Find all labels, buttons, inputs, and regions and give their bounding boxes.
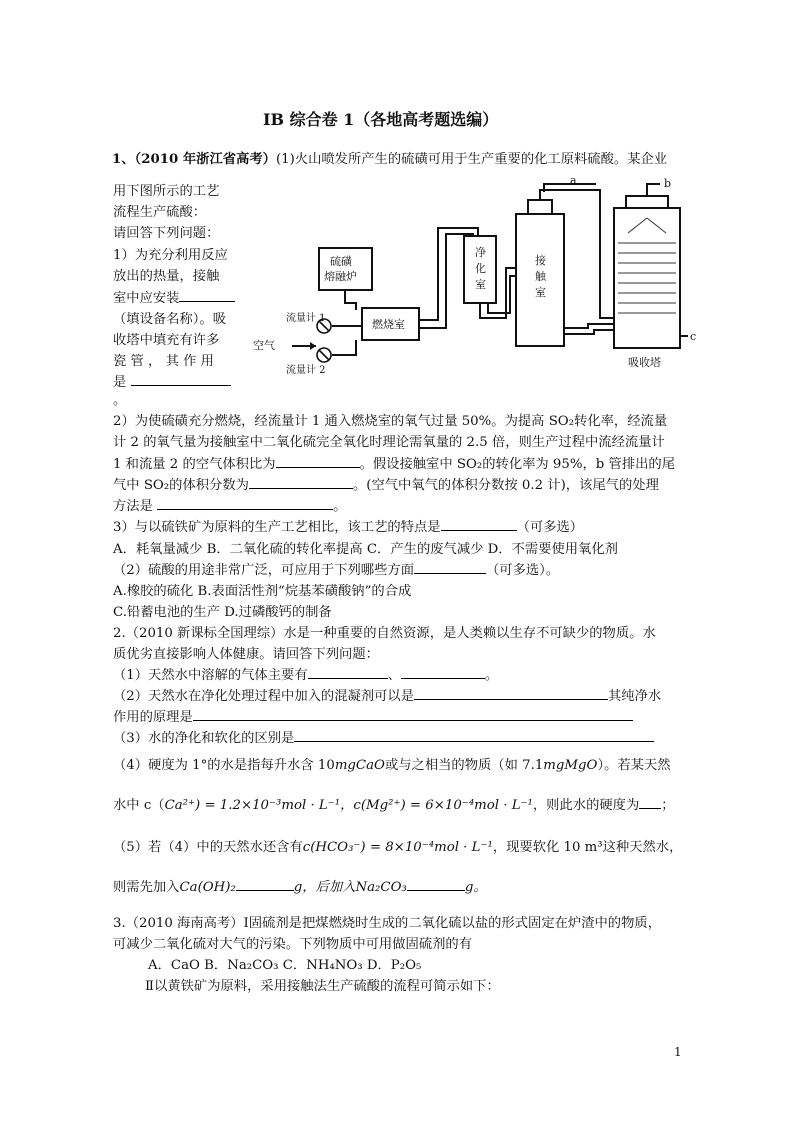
answer-blank[interactable] — [401, 666, 485, 679]
q1-p2-line: 计 2 的氧气量为接触室中二氧化硫完全氧化时理论需氧量的 2.5 倍，则生产过程中流经流量计 — [113, 435, 665, 450]
q2-4-line2 — [113, 794, 675, 813]
formula: Ca²⁺) = 1.2×10⁻³mol · L⁻¹， — [164, 798, 354, 813]
q1-p3-text: （可多选）。 — [486, 563, 560, 578]
q2-line: 2.（2010 新课标全国理综）水是一种重要的自然资源，是人类赖以生存不可缺少的物质。水 — [113, 626, 656, 641]
q1-p2-text: 。(空气中氧气的体积分数按 0.2 计)，该尾气的处理 — [352, 478, 659, 493]
diagram-label: 空气 — [253, 339, 275, 352]
absorber-box — [614, 208, 680, 348]
diagram-label: 化 — [475, 262, 486, 275]
q1-left-line: 放出的热量，接触 — [113, 269, 220, 284]
q2-line-blank — [113, 706, 633, 725]
q1-left-line: 瓷 管 ， 其 作 用 — [113, 354, 214, 369]
q1-left-line: 用下图所示的工艺 — [113, 184, 220, 199]
q2-text: 其纯净水 — [608, 689, 662, 704]
q2-text: （2）天然水在净化处理过程中加入的混凝剂可以是 — [113, 689, 414, 704]
answer-blank[interactable] — [179, 289, 235, 302]
diagram-label: 硫磺 — [330, 255, 352, 268]
q2-text: ）。若某天然 — [597, 758, 671, 773]
sulfuric-acid-process-diagram — [248, 168, 697, 380]
q1-p2-text: 方法是 — [113, 499, 153, 514]
q2-text: ； — [661, 798, 675, 813]
diagram-label: 吸收塔 — [628, 356, 661, 369]
q1-p2-line-blank — [113, 495, 346, 514]
q3-line: Ⅱ以黄铁矿为原料，采用接触法生产硫酸的流程可简示如下： — [145, 979, 500, 994]
q2-text: （1）天然水中溶解的气体主要有 — [113, 668, 308, 683]
diagram-label: 室 — [475, 278, 486, 291]
q1-p3-text: 3）与以硫铁矿为原料的生产工艺相比，该工艺的特点是 — [113, 520, 441, 535]
q2-text: （4）硬度为 1°的水是指每升水含 10 — [113, 758, 335, 773]
q2-5-line2 — [113, 876, 487, 895]
q2-4-line1 — [113, 754, 671, 773]
q1-left-line-blank — [113, 287, 235, 306]
answer-blank[interactable] — [639, 796, 661, 809]
answer-blank[interactable] — [276, 455, 360, 468]
page-number: 1 — [674, 1045, 682, 1059]
diagram-label: 熔融炉 — [324, 270, 357, 283]
q1-p2-line-blank — [113, 474, 659, 493]
q1-left-line: 。 — [113, 393, 127, 408]
q1-left-line: 是 — [113, 375, 127, 390]
q3-line: 3.（2010 海南高考）Ⅰ固硫剂是把煤燃烧时生成的二氧化硫以盐的形式固定在炉渣中的物质， — [113, 916, 661, 931]
diagram-label: 流量计 1 — [286, 313, 326, 324]
q1-left-line: 请回答下列问题： — [113, 226, 220, 241]
q1-p3-text: （可多选） — [516, 520, 584, 535]
q1-p3-text: （2）硫酸的用途非常广泛，可应用于下列哪些方面 — [113, 563, 414, 578]
question-number: 1、 — [112, 152, 135, 167]
q1-p2-text: 气中 SO₂的体积分数为 — [113, 478, 249, 493]
answer-blank[interactable] — [308, 666, 388, 679]
q1-left-line: 收塔中填充有许多 — [113, 333, 220, 348]
q2-text: 水中 c（ — [113, 798, 165, 813]
answer-blank[interactable] — [407, 878, 465, 891]
answer-blank[interactable] — [414, 687, 608, 700]
diagram-label: 净 — [475, 246, 486, 259]
answer-blank[interactable] — [131, 373, 231, 386]
q1-p2-text: 。 — [333, 499, 347, 514]
q2-5-line1 — [113, 836, 682, 855]
formula: mgCaO — [334, 758, 385, 773]
q2-text: ，则此水的硬度为 — [532, 798, 640, 813]
formula: c(HCO₃⁻) = 8×10⁻⁴mol · L⁻¹ — [302, 840, 493, 855]
diagram-label: a — [570, 174, 577, 187]
formula: Na₂CO₃ — [355, 880, 407, 895]
diagram-label: b — [664, 177, 672, 190]
diagram-label: 流量计 2 — [286, 365, 326, 376]
answer-blank[interactable] — [414, 561, 486, 574]
q1-p3-options: A．耗氧量减少 B．二氧化硫的转化率提高 C．产生的废气减少 D．不需要使用氧化剂 — [113, 542, 618, 557]
question-1-header — [112, 148, 667, 167]
q2-text: 。 — [484, 668, 499, 683]
formula: c(Mg²⁺) = 6×10⁻⁴mol · L⁻¹ — [353, 798, 533, 813]
answer-blank[interactable] — [193, 708, 633, 721]
q1-p3-line-blank — [113, 559, 559, 578]
diagram-label: 燃烧室 — [372, 318, 405, 331]
q2-line-blank — [113, 727, 654, 746]
q2-text: （5）若（4）中的天然水还含有 — [113, 840, 303, 855]
q1-left-line-blank — [113, 371, 231, 390]
q3-options: A．CaO B．Na₂CO₃ C．NH₄NO₃ D．P₂O₅ — [148, 958, 422, 973]
q2-text: g。 — [464, 880, 487, 895]
q2-text: 、 — [387, 668, 401, 683]
question-source: （2010 年浙江省高考） — [134, 152, 276, 167]
q1-left-line: （填设备名称）。吸 — [113, 312, 227, 327]
answer-blank[interactable] — [441, 518, 517, 531]
diagram-label: 室 — [535, 286, 546, 299]
q2-text: ，现要软化 10 m³这种天然水， — [492, 840, 683, 855]
formula: mgMgO — [543, 758, 598, 773]
q1-p2-text: 1 和流量 2 的空气体积比为 — [113, 457, 276, 472]
q1-p2-line-blank — [113, 453, 675, 472]
q2-line: 质优劣直接影响人体健康。请回答下列问题： — [113, 647, 379, 662]
q2-line-blank — [113, 685, 661, 704]
q2-text: g，后加入 — [293, 880, 356, 895]
answer-blank[interactable] — [236, 878, 294, 891]
q2-text: 作用的原理是 — [113, 710, 193, 725]
q1-p3-options: A.橡胶的硫化 B.表面活性剂“烷基苯磺酸钠”的合成 — [113, 584, 412, 599]
answer-blank[interactable] — [294, 729, 654, 742]
answer-blank[interactable] — [249, 476, 353, 489]
diagram-label: c — [690, 330, 697, 343]
q1-left-line: 室中应安装 — [113, 291, 180, 306]
q2-text: 或与之相当的物质（如 7.1 — [384, 758, 544, 773]
diagram-label: 触 — [535, 270, 546, 283]
q2-text: （3）水的净化和软化的区别是 — [113, 731, 295, 746]
page-title: IB 综合卷 1（各地高考题选编） — [263, 110, 499, 129]
q1-left-line: 1）为充分利用反应 — [113, 248, 228, 263]
formula: Ca(OH)₂ — [179, 880, 236, 895]
q2-text: 则需先加入 — [113, 880, 180, 895]
q3-line: 可减少二氧化硫对大气的污染。下列物质中可用做固硫剂的有 — [113, 937, 473, 952]
question-intro: (1)火山喷发所产生的硫磺可用于生产重要的化工原料硫酸。某企业 — [275, 152, 668, 167]
q1-p3-options: C.铅蓄电池的生产 D.过磷酸钙的制备 — [113, 605, 332, 620]
diagram-label: 接 — [535, 254, 546, 267]
q1-p3-line-blank — [113, 516, 583, 535]
q1-p2-line: 2）为使硫磺充分燃烧，经流量计 1 通入燃烧室的氧气过量 50%。为提高 SO₂转化率，经流量 — [113, 414, 668, 429]
answer-blank[interactable] — [157, 497, 333, 510]
q1-p2-text: 。假设接触室中 SO₂的转化率为 95%，b 管排出的尾 — [359, 457, 676, 472]
q1-left-line: 流程生产硫酸： — [113, 205, 207, 220]
q2-line-blank — [113, 664, 498, 683]
